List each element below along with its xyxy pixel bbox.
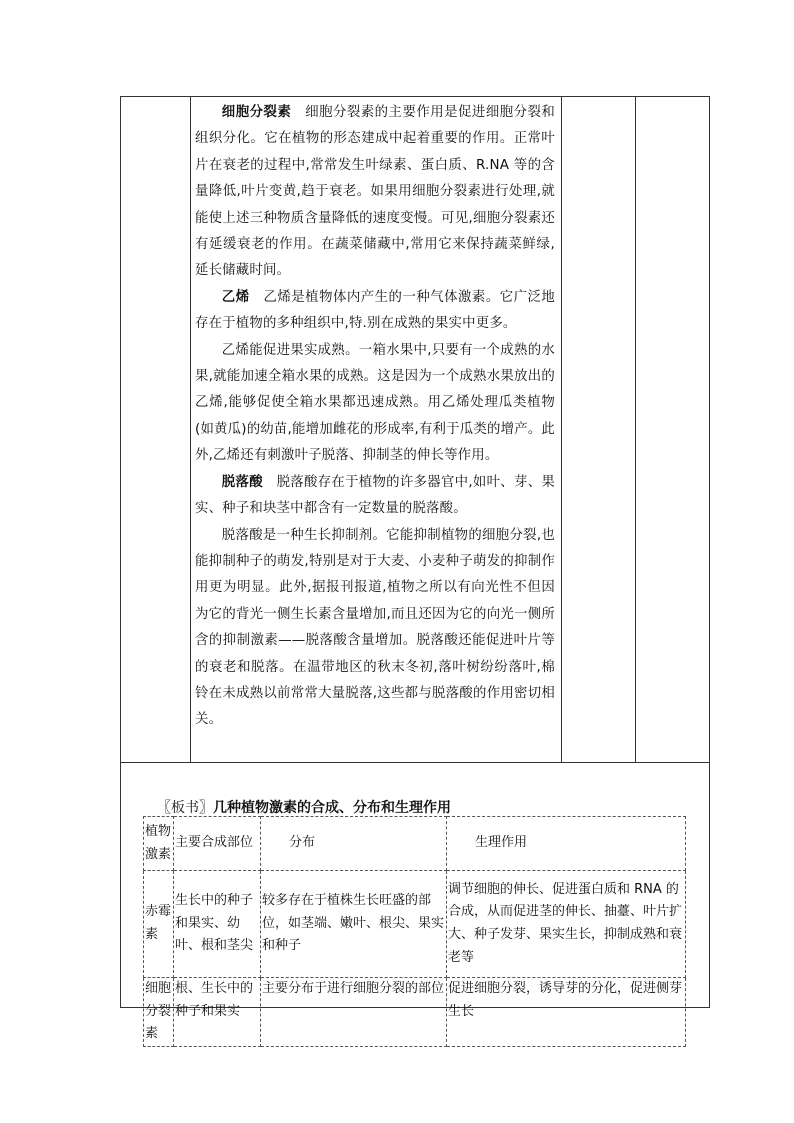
table-row [144, 978, 686, 1047]
table-cell: 根、生长中的种子和果实 [174, 978, 261, 1047]
section-heading: 脱落酸 [221, 474, 263, 490]
paragraph: 乙烯能促进果实成熟。一箱水果中,只要有一个成熟的水果,就能加速全箱水果的成熟。这是因为一个成熟水果放出的乙烯,能够促使全箱水果都迅速成熟。用乙烯处理瓜类植物(如黄瓜)的幼苗,能增加雌花的形成率,有利于瓜类的增产。此外,乙烯还有刺激叶子脱落、抑制茎的伸长等作用。 [195, 342, 555, 464]
paragraph: 脱落酸是一种生长抑制剂。它能抑制植物的细胞分裂,也能抑制种子的萌发,特别是对于大麦、小麦种子萌发的抑制作用更为明显。此外,据报刊报道,植物之所以有向光性不但因为它的背光一侧生长素含量增加,而且还因为它的向光一侧所含的抑制激素——脱落酸含量增加。脱落酸还能促进叶片等的衰老和脱落。在温带地区的秋末冬初,落叶树纷纷落叶,棉铃在未成熟以前常常大量脱落,这些都与脱落酸的作用密切相关。 [195, 527, 555, 728]
table-cell: 细胞分裂素 [144, 978, 174, 1047]
table-header-row [144, 817, 686, 871]
paragraph: 脱落酸 脱落酸存在于植物的许多器官中,如叶、芽、果实、种子和块茎中都含有一定数量的脱落酸。 [195, 474, 555, 517]
section-heading: 细胞分裂素 [221, 105, 292, 120]
header-cell: 主要合成部位 [174, 817, 261, 871]
table-row [144, 871, 686, 978]
board-title: 〖板书〗几种植物激素的合成、分布和生理作用 [157, 800, 451, 816]
paragraph: 乙烯 乙烯是植物体内产生的一种气体激素。它广泛地存在于植物的多种组织中,特.别在成熟的果实中更多。 [195, 289, 556, 332]
row-divider [121, 762, 709, 763]
column-divider [561, 97, 562, 762]
table-cell: 促进细胞分裂，诱导芽的分化，促进侧芽生长 [447, 978, 686, 1047]
hormone-summary-table [143, 816, 686, 1047]
table-cell: 较多存在于植株生长旺盛的部位，如茎端、嫩叶、根尖、果实和种子 [261, 871, 447, 978]
column-divider [635, 97, 636, 762]
column-divider [190, 97, 191, 762]
hormone-text-column [195, 100, 555, 734]
section-heading: 乙烯 [221, 289, 250, 305]
header-cell: 分布 [261, 817, 447, 871]
table-cell: 主要分布于进行细胞分裂的部位 [261, 978, 447, 1047]
paragraph: 细胞分裂素 细胞分裂素的主要作用是促进细胞分裂和组织分化。它在植物的形态建成中起着重要的作用。正常叶片在衰老的过程中,常常发生叶绿素、蛋白质、R.NA 等的含量降低,叶片变黄,趋于衰老。如果用细胞分裂素进行处理,就能使上述三种物质含量降低的速度变慢。可见,细胞分裂素还有延缓衰老的作用。在蔬菜储藏中,常用它来保持蔬菜鲜绿,延长储藏时间。 [195, 105, 556, 279]
table-cell: 赤霉素 [144, 871, 174, 978]
table-cell: 调节细胞的伸长、促进蛋白质和 RNA 的合成，从而促进茎的伸长、抽薹、叶片扩大、种子发芽、果实生长，抑制成熟和衰老等 [447, 871, 686, 978]
header-cell: 植物激素 [144, 817, 174, 871]
header-cell: 生理作用 [447, 817, 686, 871]
table-cell: 生长中的种子和果实、幼叶、根和茎尖 [174, 871, 261, 978]
